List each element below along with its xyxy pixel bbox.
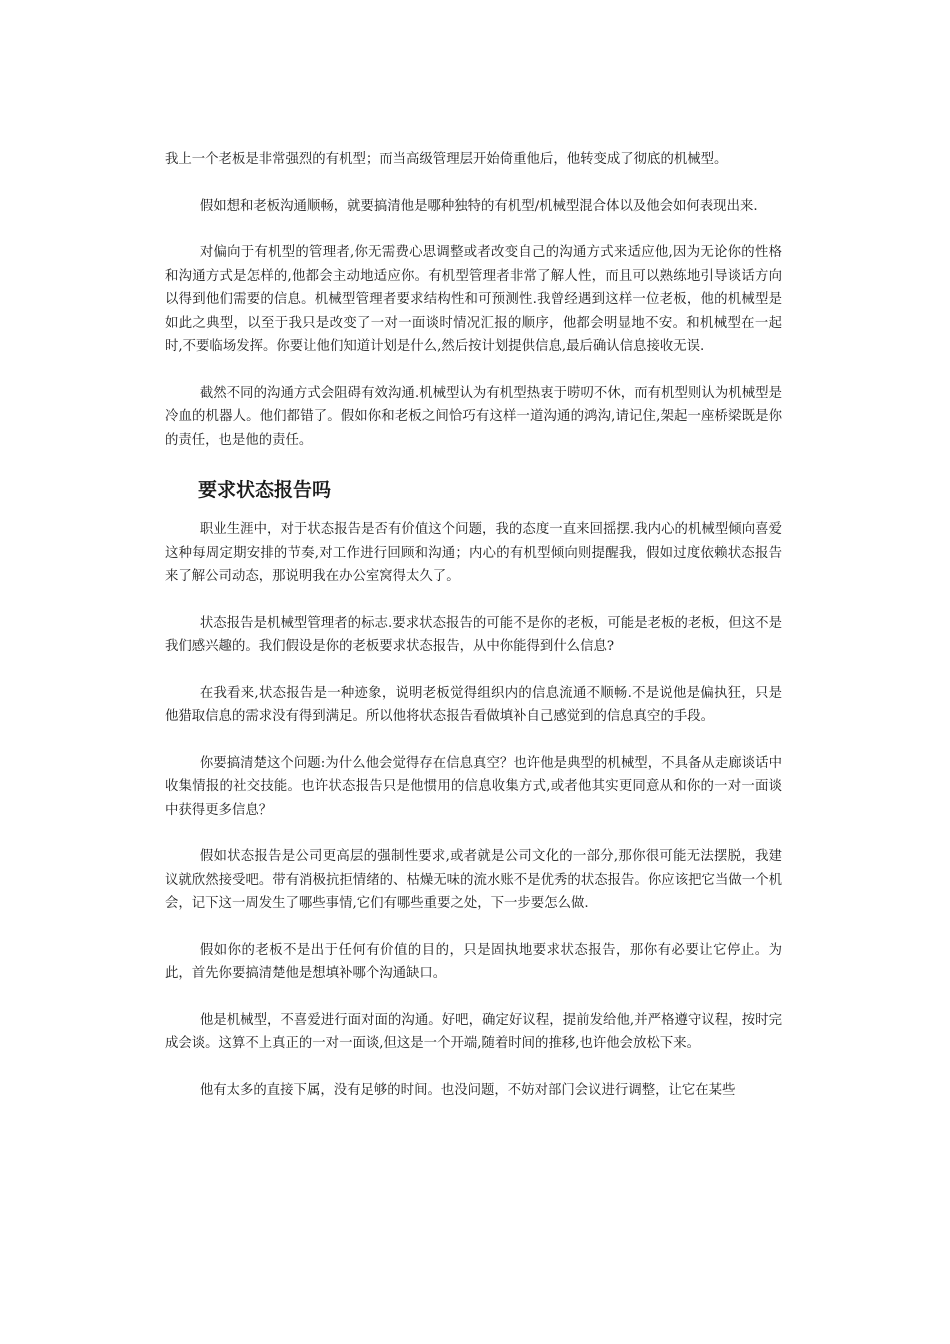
paragraph: 你要搞清楚这个问题:为什么他会觉得存在信息真空？也许他是典型的机械型，不具备从走廊谈话中收集情报的社交技能。也许状态报告只是他惯用的信息收集方式,或者他其实更同意从和你的一对一面谈中获得更多信息？: [165, 755, 782, 818]
paragraph: 假如想和老板沟通顺畅，就要搞清他是哪种独特的有机型/机械型混合体以及他会如何表现出来.: [199, 198, 758, 214]
paragraph: 他有太多的直接下属，没有足够的时间。也没问题，不妨对部门会议进行调整，让它在某些: [199, 1082, 736, 1098]
paragraph: 他是机械型，不喜爱进行面对面的沟通。好吧，确定好议程，提前发给他,并严格遵守议程，按时完成会谈。这算不上真正的一对一面谈,但这是一个开端,随着时间的推移,也许他会放松下来。: [165, 1012, 782, 1051]
document-page: [165, 148, 782, 1102]
paragraph: 假如状态报告是公司更高层的强制性要求,或者就是公司文化的一部分,那你很可能无法摆脱，我建议就欣然接受吧。带有消极抗拒情绪的、枯燥无味的流水账不是优秀的状态报告。你应该把它当做一个机会，记下这一周发生了哪些事情,它们有哪些重要之处，下一步要怎么做.: [165, 849, 782, 911]
paragraph: 对偏向于有机型的管理者,你无需费心思调整或者改变自己的沟通方式来适应他,因为无论你的性格和沟通方式是怎样的,他都会主动地适应你。有机型管理者非常了解人性，而且可以熟练地引导谈话方向以得到他们需要的信息。机械型管理者要求结构性和可预测性.我曾经遇到这样一位老板，他的机械型是如此之典型，以至于我只是改变了一对一面谈时情况汇报的顺序，他都会明显地不安。和机械型在一起时,不要临场发挥。你要让他们知道计划是什么,然后按计划提供信息,最后确认信息接收无误.: [165, 245, 782, 354]
paragraph: 假如你的老板不是出于任何有价值的目的，只是固执地要求状态报告，那你有必要让它停止。为此，首先你要搞清楚他是想填补哪个沟通缺口。: [165, 942, 782, 981]
paragraph: 职业生涯中，对于状态报告是否有价值这个问题，我的态度一直来回摇摆.我内心的机械型倾向喜爱这种每周定期安排的节奏,对工作进行回顾和沟通；内心的有机型倾向则提醒我，假如过度依赖状态报告来了解公司动态，那说明我在办公室窝得太久了。: [165, 522, 782, 584]
section-heading: 要求状态报告吗: [198, 479, 332, 501]
paragraph: 截然不同的沟通方式会阻碍有效沟通.机械型认为有机型热衷于唠叨不休，而有机型则认为机械型是冷血的机器人。他们都错了。假如你和老板之间恰巧有这样一道沟通的鸿沟,请记住,架起一座桥梁既是你的责任，也是他的责任。: [165, 385, 782, 448]
paragraph: 我上一个老板是非常强烈的有机型；而当高级管理层开始倚重他后，他转变成了彻底的机械型。: [165, 152, 728, 167]
paragraph: 在我看来,状态报告是一种迹象，说明老板觉得组织内的信息流通不顺畅.不是说他是偏执狂，只是他猎取信息的需求没有得到满足。所以他将状态报告看做填补自己感觉到的信息真空的手段。: [165, 685, 782, 724]
paragraph: 状态报告是机械型管理者的标志.要求状态报告的可能不是你的老板，可能是老板的老板，但这不是我们感兴趣的。我们假设是你的老板要求状态报告，从中你能得到什么信息?: [165, 615, 782, 654]
